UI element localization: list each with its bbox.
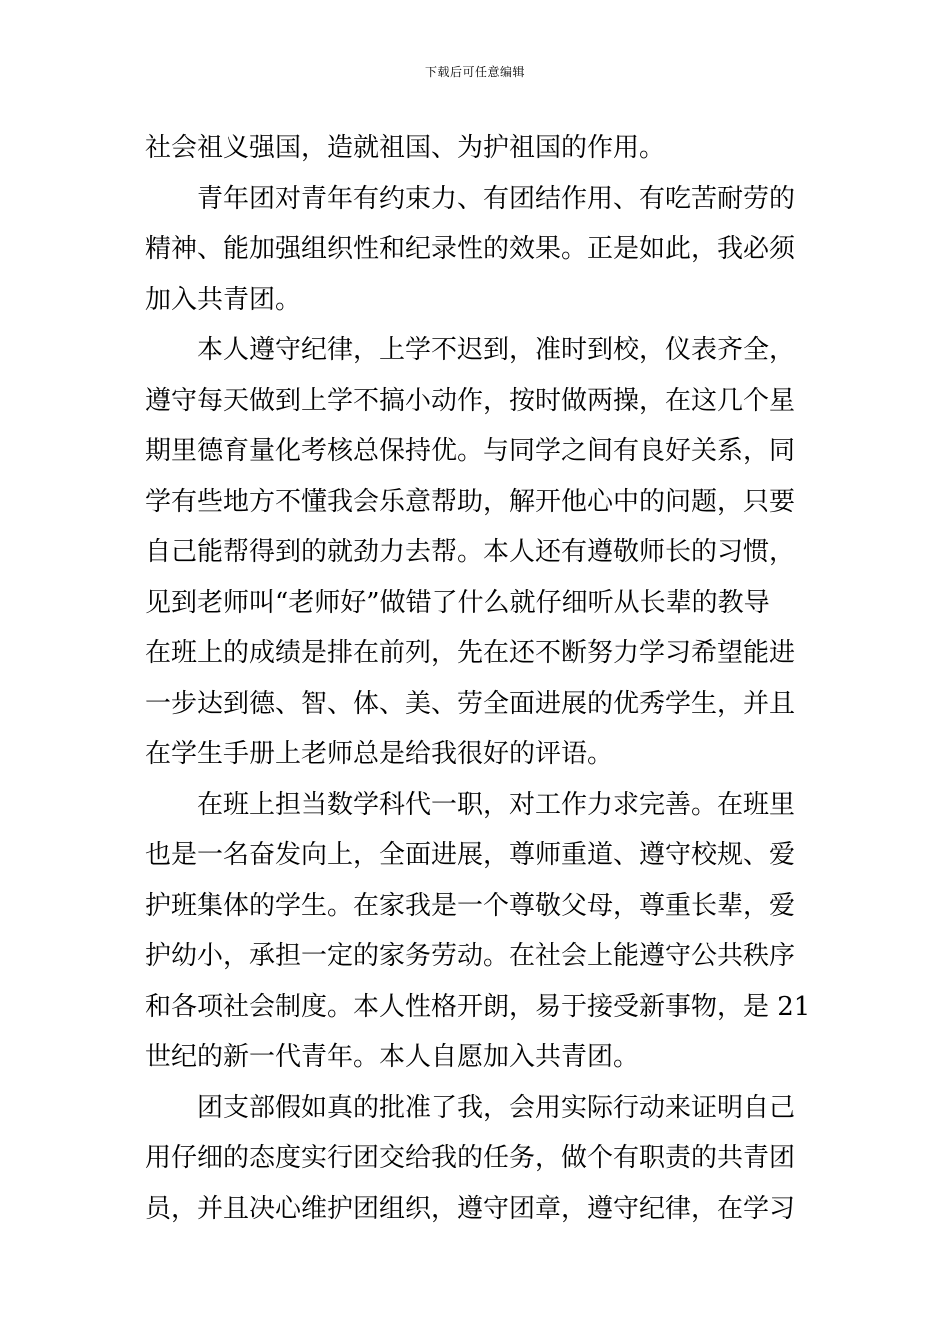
body-line: 本人遵守纪律，上学不迟到，准时到校，仪表齐全， xyxy=(197,335,796,365)
body-line: 用仔细的态度实行团交给我的任务，做个有职责的共青团 xyxy=(145,1143,796,1173)
body-line: 学有些地方不懂我会乐意帮助，解开他心中的问题，只要 xyxy=(145,486,796,517)
body-line: 员，并且决心维护团组织，遵守团章，遵守纪律，在学习 xyxy=(145,1193,796,1224)
body-line: 青年团对青年有约束力、有团结作用、有吃苦耐劳的 xyxy=(197,183,796,214)
body-line: 世纪的新一代青年。本人自愿加入共青团。 xyxy=(145,1042,640,1072)
body-line: 一步达到德、智、体、美、劳全面进展的优秀学生，并且 xyxy=(145,688,796,719)
body-line: 社会祖义强国，造就祖国、为护祖国的作用。 xyxy=(145,133,666,163)
page-header: 下载后可任意编辑 xyxy=(424,65,525,79)
body-line: 护幼小，承担一定的家务劳动。在社会上能遵守公共秩序 xyxy=(145,941,796,971)
body-line: 在班上的成绩是排在前列，先在还不断努力学习希望能进 xyxy=(145,638,796,668)
body-line: 期里德育量化考核总保持优。与同学之间有良好关系，同 xyxy=(145,436,796,466)
body-line: 团支部假如真的批准了我，会用实际行动来证明自己 xyxy=(197,1092,796,1123)
body-line: 加入共青团。 xyxy=(145,284,302,315)
body-line: 护班集体的学生。在家我是一个尊敬父母，尊重长辈，爱 xyxy=(145,890,796,921)
body-line: 也是一名奋发向上，全面进展，尊师重道、遵守校规、爱 xyxy=(145,840,796,870)
body-line: 在学生手册上老师总是给我很好的评语。 xyxy=(145,739,614,769)
body-line: 在班上担当数学科代一职，对工作力求完善。在班里 xyxy=(197,789,796,820)
document-body xyxy=(145,123,811,1234)
body-line: 精神、能加强组织性和纪录性的效果。正是如此，我必须 xyxy=(145,234,796,264)
body-line: 见到老师叫“老师好”做错了什么就仔细听从长辈的教导 xyxy=(145,587,770,618)
body-line: 遵守每天做到上学不搞小动作，按时做两操，在这几个星 xyxy=(145,385,796,416)
body-line: 和各项社会制度。本人性格开朗，易于接受新事物，是 21 xyxy=(145,991,811,1022)
body-line: 自己能帮得到的就劲力去帮。本人还有遵敬师长的习惯， xyxy=(145,537,796,567)
